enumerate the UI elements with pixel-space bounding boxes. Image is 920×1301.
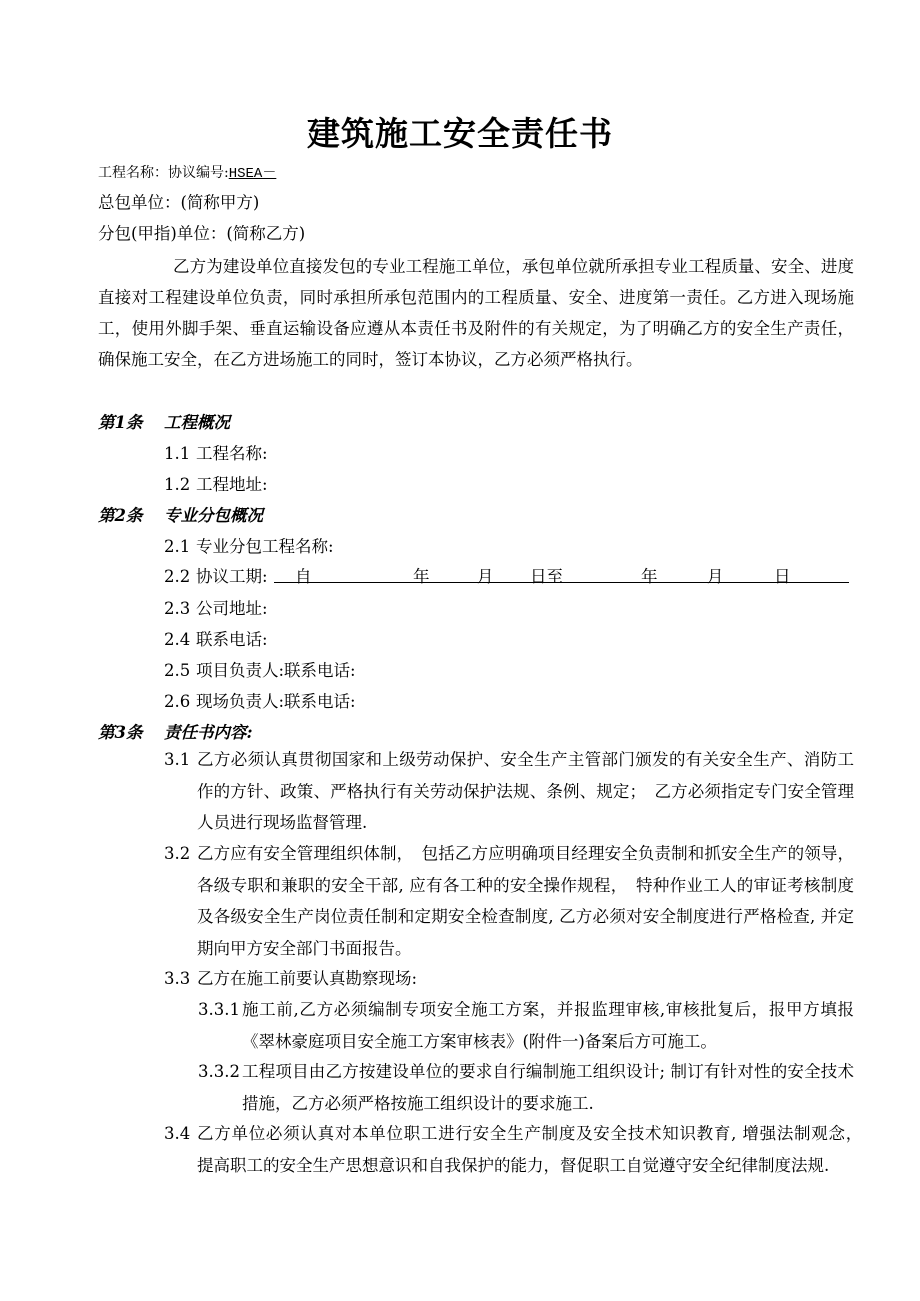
period-day-end[interactable]: 日 — [774, 567, 791, 586]
item-number: 2.1 — [164, 537, 191, 556]
period-month-start[interactable]: 月 — [477, 567, 494, 586]
project-meta-line — [98, 162, 276, 182]
clause-3-1 — [164, 744, 854, 839]
subcontractor-line: 分包(甲指)单位：(简称乙方) — [98, 224, 306, 243]
subclause-text: 施工前,乙方必须编制专项安全施工方案，并报监理审核,审核批复后，报甲方填报《翠林豪庭项目安全施工方案审核表》(附件一)备案后方可施工。 — [242, 1000, 854, 1051]
agreement-period-line — [164, 563, 854, 587]
project-name-label: 工程名称： — [98, 165, 168, 181]
period-year-start[interactable]: 年 — [413, 567, 430, 586]
clause-text: 乙方应有安全管理组织体制， 包括乙方应明确项目经理安全负责制和抓安全生产的领导，各级专职和兼职的安全干部, 应有各工种的安全操作规程， 特种作业工人的审证考核制度及各级安全生产岗位责任制和定期安全检查制度, 乙方必须对安全制度进行严格检查, 并定期向甲方安全部门书面报告。 — [197, 844, 854, 958]
general-contractor-line: 总包单位：(简称甲方) — [98, 193, 260, 212]
clause-number: 3.4 — [164, 1124, 191, 1143]
clause-number: 3.3 — [164, 969, 191, 988]
item-text: 专业分包工程名称: — [196, 537, 334, 556]
clause-text: 乙方在施工前要认真勘察现场: — [197, 969, 418, 988]
item-number: 2.6 — [164, 692, 191, 711]
item-number: 1.1 — [164, 444, 191, 463]
item-number: 2.3 — [164, 599, 191, 618]
clause-number: 3.1 — [164, 750, 191, 769]
subclause-number: 3.3.2 — [198, 1062, 240, 1081]
period-from[interactable]: 自 — [295, 567, 312, 586]
clause-3-4 — [164, 1118, 871, 1181]
item-text: 工程地址: — [196, 475, 268, 494]
item-number: 1.2 — [164, 475, 191, 494]
clause-3-2 — [164, 838, 854, 964]
article-title: 专业分包概况 — [164, 506, 263, 525]
subclause-text: 工程项目由乙方按建设单位的要求自行编制施工组织设计; 制订有针对性的安全技术措施，乙方必须严格按施工组织设计的要求施工. — [242, 1062, 854, 1113]
clause-number: 3.2 — [164, 844, 191, 863]
article-number: 第3条 — [98, 723, 143, 742]
item-number: 2.2 — [164, 567, 191, 586]
item-number: 2.4 — [164, 630, 191, 649]
list-item — [164, 626, 268, 650]
item-text: 公司地址: — [196, 599, 268, 618]
subclause-number: 3.3.1 — [198, 1000, 240, 1019]
list-item — [164, 657, 356, 681]
period-month-end[interactable]: 月 — [707, 567, 724, 586]
item-text: 协议工期: — [196, 567, 268, 586]
item-text: 项目负责人:联系电话: — [196, 661, 356, 680]
item-text: 联系电话: — [196, 630, 268, 649]
article-3-heading — [98, 719, 253, 743]
clause-text: 乙方必须认真贯彻国家和上级劳动保护、安全生产主管部门颁发的有关安全生产、消防工作的方针、政策、严格执行有关劳动保护法规、条例、规定； 乙方必须指定专门安全管理人员进行现场监督管理. — [197, 750, 854, 832]
subclause-3-3-2 — [198, 1056, 854, 1119]
period-day-to[interactable]: 日至 — [530, 567, 563, 586]
list-item — [164, 471, 268, 495]
period-year-end[interactable]: 年 — [641, 567, 658, 586]
article-2-heading — [98, 502, 263, 526]
intro-paragraph: 乙方为建设单位直接发包的专业工程施工单位，承包单位就所承担专业工程质量、安全、进度直接对工程建设单位负责，同时承担所承包范围内的工程质量、安全、进度第一责任。乙方进入现场施工，使用外脚手架、垂直运输设备应遵从本责任书及附件的有关规定，为了明确乙方的安全生产责任，确保施工安全，在乙方进场施工的同时，签订本协议，乙方必须严格执行。 — [98, 257, 854, 369]
agreement-no-value: HSEA－ — [228, 166, 277, 182]
item-number: 2.5 — [164, 661, 191, 680]
article-number: 第1条 — [98, 413, 143, 432]
list-item — [164, 533, 334, 557]
list-item — [164, 440, 268, 464]
article-title: 责任书内容: — [164, 723, 253, 742]
list-item — [164, 595, 268, 619]
document-title: 建筑施工安全责任书 — [307, 114, 613, 153]
clause-3-3 — [164, 963, 854, 995]
list-item — [164, 688, 356, 712]
article-title: 工程概况 — [164, 413, 230, 432]
subclause-3-3-1 — [198, 994, 854, 1057]
item-text: 现场负责人:联系电话: — [196, 692, 356, 711]
item-text: 工程名称: — [196, 444, 268, 463]
article-1-heading — [98, 409, 230, 433]
article-number: 第2条 — [98, 506, 143, 525]
clause-text: 乙方单位必须认真对本单位职工进行安全生产制度及安全技术知识教育, 增强法制观念， 提高职工的安全生产思想意识和自我保护的能力，督促职工自觉遵守安全纪律制度法规. — [197, 1124, 871, 1175]
agreement-no-label: 协议编号: — [168, 165, 229, 181]
